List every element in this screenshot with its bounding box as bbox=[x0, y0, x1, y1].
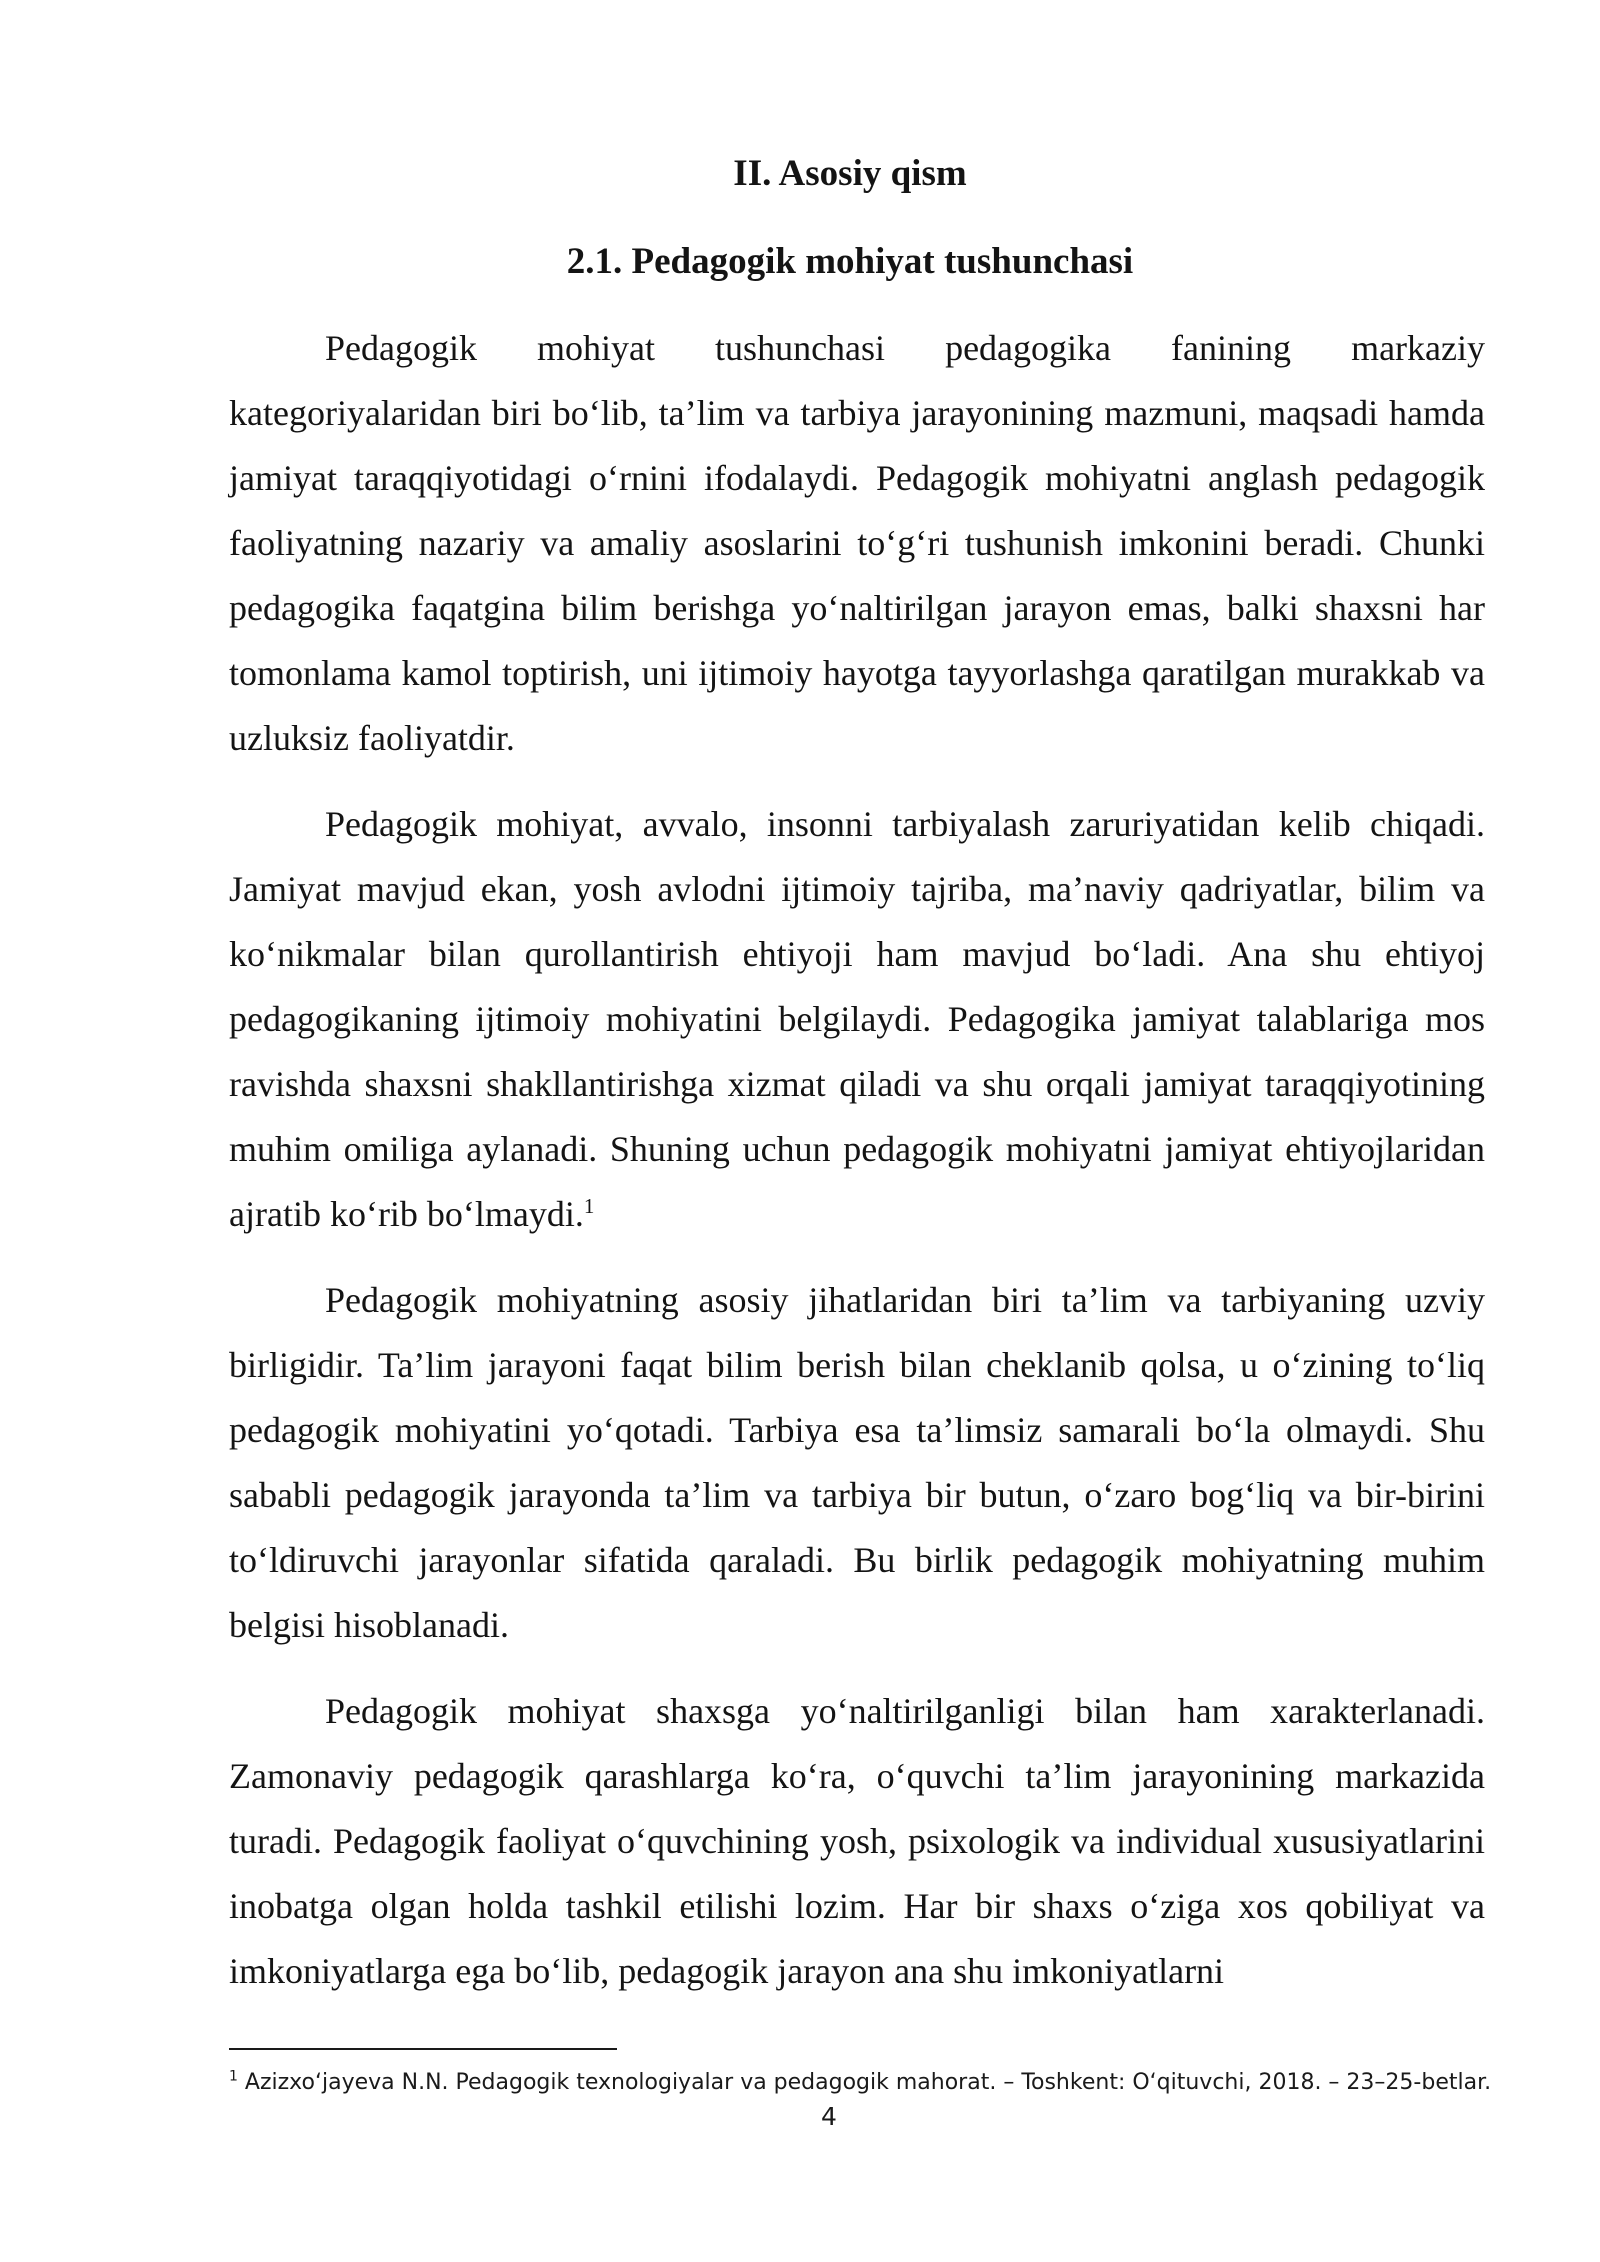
subsection-title: 2.1. Pedagogik mohiyat tushunchasi bbox=[566, 241, 1134, 282]
footnote-separator bbox=[229, 2048, 617, 2050]
footnote-number: 1 bbox=[229, 2068, 238, 2085]
paragraph-2 bbox=[229, 792, 1485, 1247]
footnote-text: Azizxo‘jayeva N.N. Pedagogik texnologiyalar va pedagogik mahorat. – Toshkent: O‘qituvchi, 2018. – 23–25-betlar. bbox=[244, 2070, 1492, 2095]
paragraph-1: Pedagogik mohiyat tushunchasi pedagogika fanining markaziy kategoriyalaridan biri bo‘lib, ta’lim va tarbiya jarayonining mazmuni, maqsadi hamda jamiyat taraqqiyotidagi o‘rnini ifodalaydi. Pedagogik mohiyatni anglash pedagogik faoliyatning nazariy va amaliy asoslarini to‘g‘ri tushunish imkonini beradi. Chunki pedagogika faqatgina bilim berishga yo‘naltirilgan jarayon emas, balki shaxsni har tomonlama kamol toptirish, uni ijtimoiy hayotga tayyorlashga qaratilgan murakkab va uzluksiz faoliyatdir. bbox=[229, 328, 1485, 758]
paragraph-2-text: Pedagogik mohiyat, avvalo, insonni tarbiyalash zaruriyatidan kelib chiqadi. Jamiyat mavjud ekan, yosh avlodni ijtimoiy tajriba, ma’naviy qadriyatlar, bilim va ko‘nikmalar bilan qurollantirish ehtiyoji ham mavjud bo‘ladi. Ana shu ehtiyoj pedagogikaning ijtimoiy mohiyatini belgilaydi. Pedagogika jamiyat talablariga mos ravishda shaxsni shakllantirishga xizmat qiladi va shu orqali jamiyat taraqqiyotining muhim omiliga aylanadi. Shuning uchun pedagogik mohiyatni jamiyat ehtiyojlaridan ajratib ko‘rib bo‘lmaydi. bbox=[229, 804, 1485, 1234]
footnote bbox=[229, 2068, 1529, 2098]
paragraph-4: Pedagogik mohiyat shaxsga yo‘naltirilganligi bilan ham xarakterlanadi. Zamonaviy pedagogik qarashlarga ko‘ra, o‘quvchi ta’lim jarayonining markazida turadi. Pedagogik faoliyat o‘quvchining yosh, psixologik va individual xususiyatlarini inobatga olgan holda tashkil etilishi lozim. Har bir shaxs o‘ziga xos qobiliyat va imkoniyatlarga ega bo‘lib, pedagogik jarayon ana shu imkoniyatlarni bbox=[229, 1691, 1485, 1991]
section-title: II. Asosiy qism bbox=[733, 153, 967, 194]
paragraph-3: Pedagogik mohiyatning asosiy jihatlaridan biri ta’lim va tarbiyaning uzviy birligidir. Ta’lim jarayoni faqat bilim berish bilan cheklanib qolsa, u o‘zining to‘liq pedagogik mohiyatini yo‘qotadi. Tarbiya esa ta’limsiz samarali bo‘la olmaydi. Shu sababli pedagogik jarayonda ta’lim va tarbiya bir butun, o‘zaro bog‘liq va bir-birini to‘ldiruvchi jarayonlar sifatida qaraladi. Bu birlik pedagogik mohiyatning muhim belgisi hisoblanadi. bbox=[229, 1280, 1485, 1645]
page-number: 4 bbox=[821, 2102, 837, 2131]
footnote-reference: 1 bbox=[583, 1194, 595, 1218]
